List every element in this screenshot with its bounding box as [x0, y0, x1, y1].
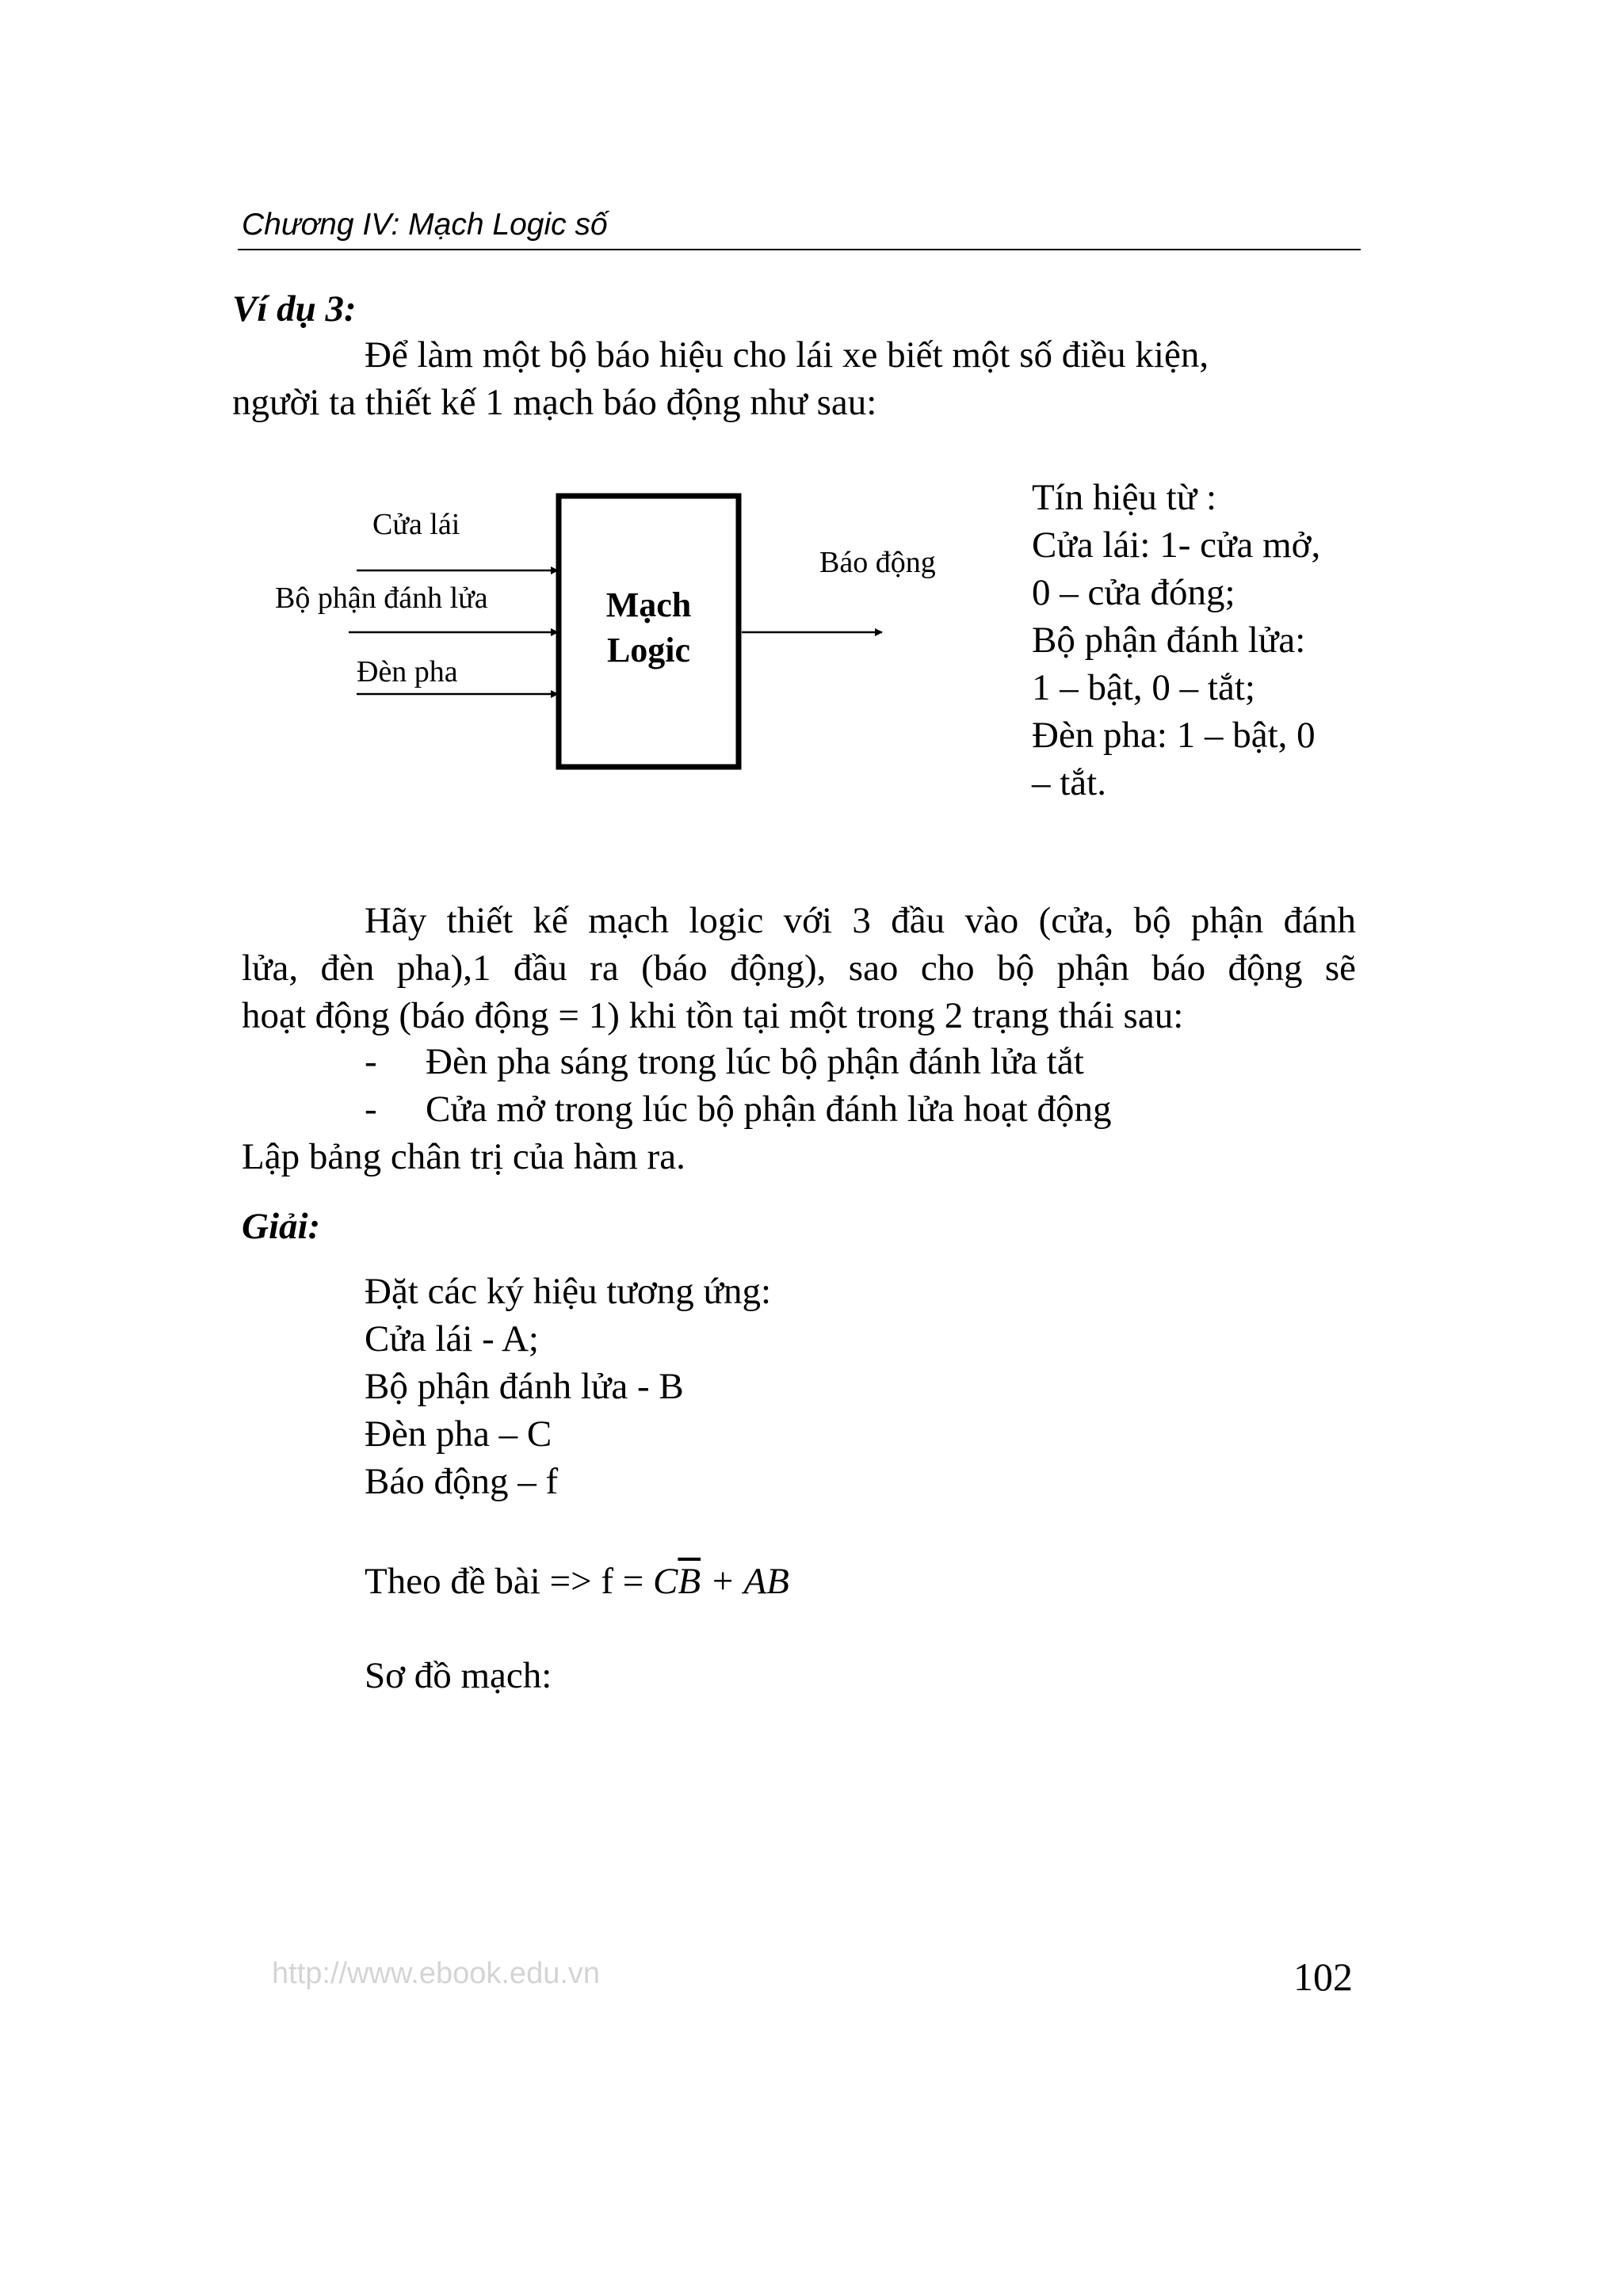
example-title: Ví dụ 3:: [232, 288, 357, 330]
input-label-den-pha: Đèn pha: [357, 655, 458, 688]
solution-title: Giải:: [242, 1206, 321, 1247]
signal-line: 1 – bật, 0 – tắt;: [1032, 667, 1255, 708]
problem-task: Lập bảng chân trị của hàm ra.: [242, 1136, 685, 1177]
solution-line: Đặt các ký hiệu tương ứng:: [365, 1271, 772, 1312]
signal-line: Bộ phận đánh lửa:: [1032, 620, 1306, 661]
logic-box-label-line-1: Mạch: [605, 585, 692, 624]
circuit-label: Sơ đồ mạch:: [365, 1655, 552, 1696]
bullet-marker: -: [365, 1041, 377, 1082]
formula-line: [365, 1558, 789, 1605]
signal-line: 0 – cửa đóng;: [1032, 572, 1235, 613]
solution-line: Cửa lái - A;: [365, 1318, 539, 1360]
intro-line-1: Để làm một bộ báo hiệu cho lái xe biết một số điều kiện,: [365, 334, 1209, 376]
signal-line: Cửa lái: 1- cửa mở,: [1032, 524, 1321, 566]
bullet-marker: -: [365, 1089, 377, 1130]
problem-line-1: Hãy thiết kế mạch logic với 3 đầu vào (cửa, bộ phận đánh: [365, 900, 1356, 941]
problem-line-3: hoạt động (báo động = 1) khi tồn tại một trong 2 trạng thái sau:: [242, 995, 1184, 1036]
signal-line: – tắt.: [1032, 762, 1106, 803]
formula-b-bar: $\overline{B}$: [678, 1561, 701, 1602]
formula-prefix: Theo đề bài => f =: [365, 1561, 654, 1602]
output-label-bao-dong: Báo động: [819, 546, 936, 579]
footer-url-watermark: http://www.ebook.edu.vn: [272, 1957, 601, 1990]
intro-line-2: người ta thiết kế 1 mạch báo động như sau:: [232, 382, 877, 423]
input-label-cua-lai: Cửa lái: [372, 508, 460, 541]
signal-line: Tín hiệu từ :: [1032, 477, 1217, 518]
chapter-header: Chương IV: Mạch Logic số: [242, 208, 608, 242]
signal-line: Đèn pha: 1 – bật, 0: [1032, 715, 1316, 756]
problem-line-2: lửa, đèn pha),1 đầu ra (báo động), sao cho bộ phận báo động sẽ: [242, 948, 1356, 989]
formula-rest: + AB: [701, 1561, 789, 1602]
solution-line: Đèn pha – C: [365, 1413, 552, 1455]
solution-line: Báo động – f: [365, 1461, 559, 1502]
input-label-bo-phan-danh-lua: Bộ phận đánh lửa: [275, 582, 488, 615]
page-number: 102: [1293, 1955, 1353, 1999]
bullet-item: Cửa mở trong lúc bộ phận đánh lửa hoạt động: [426, 1089, 1112, 1130]
logic-box-label-line-2: Logic: [606, 631, 691, 669]
formula-c: C: [653, 1561, 678, 1602]
bullet-item: Đèn pha sáng trong lúc bộ phận đánh lửa tắt: [426, 1041, 1084, 1082]
solution-line: Bộ phận đánh lửa - B: [365, 1366, 684, 1407]
